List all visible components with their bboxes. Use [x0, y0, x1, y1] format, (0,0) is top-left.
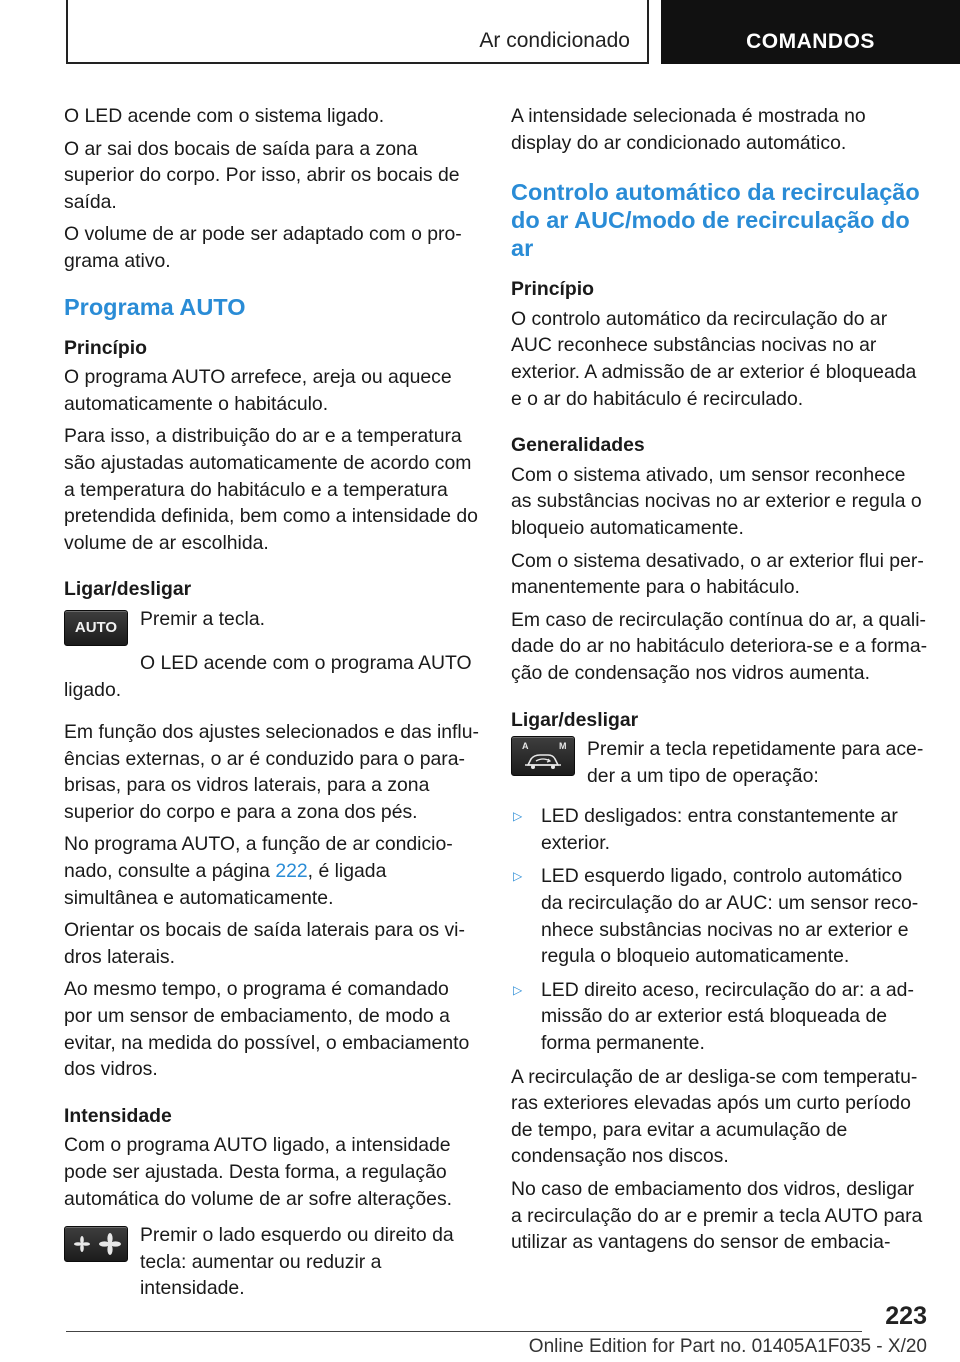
- paragraph: Com o programa AUTO ligado, a intensidade pode ser ajustada. Desta forma, a regulação automática do volume de ar sofre alterações.: [64, 1134, 453, 1210]
- heading-programa-auto: Programa AUTO: [64, 293, 246, 320]
- subheading-ligar-desligar: Ligar/desligar: [511, 708, 639, 731]
- recirculation-button-icon: [511, 736, 575, 776]
- paragraph: No caso de embaciamento dos vidros, desligar a recirculação do ar e premir a tecla AUTO para utilizar as vantagens do sensor de embacia-: [511, 1178, 923, 1254]
- recirculation-key-instruction: [511, 736, 929, 789]
- triangle-bullet-icon: ▷: [513, 869, 523, 884]
- instruction-text: Premir a tecla repetidamente para aceder a um tipo de operação:: [587, 738, 924, 787]
- footer-divider: [66, 1331, 862, 1332]
- paragraph: O ar sai dos bocais de saída para a zona superior do corpo. Por isso, abrir os bocais de saída.: [64, 137, 460, 213]
- triangle-bullet-icon: ▷: [513, 982, 523, 997]
- list-item: [511, 863, 929, 969]
- paragraph: Para isso, a distribuição do ar e a temperatura são ajustadas automaticamente de acordo com a temperatura do habitáculo e a temperatura pretendida definida, bem como a intensidade do volume de ar escolhida.: [64, 425, 478, 554]
- instruction-text: Premir o lado esquerdo ou direito da tecla: aumentar ou reduzir a intensidade.: [140, 1224, 454, 1300]
- fan-key-instruction: [64, 1222, 480, 1302]
- subheading-intensidade: Intensidade: [64, 1104, 172, 1127]
- subheading-generalidades: Generalidades: [511, 434, 645, 457]
- heading-auc: Controlo automático da recirculação do ar AUC/modo de recirculação do ar: [511, 179, 920, 262]
- paragraph: Com o sistema ativado, um sensor reconhece as substâncias nocivas no ar exterior e regula o bloqueio automaticamente.: [511, 463, 922, 539]
- subheading-principio: Princípio: [64, 336, 147, 359]
- text-span: No programa AUTO, a função de ar condicionado, consulte a página: [64, 833, 453, 883]
- triangle-bullet-icon: ▷: [513, 809, 523, 824]
- recirc-key-m: M: [559, 741, 567, 752]
- list-item-text: LED desligados: entra constantemente ar exterior.: [541, 805, 898, 854]
- list-item: [511, 977, 929, 1057]
- edition-note: Online Edition for Part no. 01405A1F035 - X/20: [528, 1336, 927, 1357]
- auto-key-instruction: [64, 606, 480, 652]
- page-link-222[interactable]: 222: [275, 860, 308, 883]
- subheading-ligar-desligar: Ligar/desligar: [64, 578, 192, 601]
- paragraph: Com o sistema desativado, o ar exterior flui permanentemente para o habitáculo.: [511, 549, 924, 599]
- instruction-text: Premir a tecla.: [140, 607, 265, 630]
- paragraph: O programa AUTO arrefece, areja ou aquece automaticamente o habitáculo.: [64, 366, 452, 415]
- right-column: [511, 103, 929, 1262]
- paragraph: O LED acende com o programa AUTO ligado.: [64, 651, 472, 701]
- paragraph: Orientar os bocais de saída laterais para os vidros laterais.: [64, 919, 465, 968]
- operation-mode-list: [511, 803, 929, 1056]
- paragraph: A intensidade selecionada é mostrada no display do ar condicionado automático.: [511, 105, 866, 154]
- paragraph: O controlo automático da recirculação do ar AUC reconhece substâncias nocivas no ar exterior. A admissão de ar exterior é bloqueada e o ar do habitáculo é recirculado.: [511, 307, 917, 410]
- page-number: 223: [885, 1302, 927, 1330]
- paragraph: O volume de ar pode ser adaptado com o programa ativo.: [64, 223, 462, 272]
- paragraph: Em função dos ajustes selecionados e das influências externas, o ar é conduzido para o para-brisas, para os vidros laterais, para a zona superior do corpo e para a zona dos pés.: [64, 721, 479, 823]
- chapter-tab[interactable]: COMANDOS: [661, 0, 960, 64]
- paragraph: Ao mesmo tempo, o programa é comandado por um sensor de embaciamento, de modo a evitar, na medida do possível, o embaciamento dos vidros.: [64, 978, 470, 1081]
- auto-button-icon: AUTO: [64, 610, 128, 646]
- section-title: Ar condicionado: [479, 29, 630, 52]
- subheading-principio: Princípio: [511, 278, 594, 301]
- list-item-text: LED direito aceso, recirculação do ar: a admissão do ar exterior está bloqueada de forma permanente.: [541, 978, 914, 1055]
- fan-speed-button-icon: [64, 1226, 128, 1262]
- recirc-key-a: A: [522, 741, 529, 752]
- paragraph: Em caso de recirculação contínua do ar, a qualidade do ar no habitáculo deteriora-se e a formação de condensação nos vidros aumenta.: [511, 608, 928, 684]
- page-header: [0, 0, 960, 66]
- paragraph: O LED acende com o sistema ligado.: [64, 105, 385, 127]
- text-span: , é ligada simultânea e automaticamente.: [64, 860, 387, 909]
- list-item: [511, 803, 929, 856]
- paragraph: A recirculação de ar desliga-se com temperaturas exteriores elevadas após um curto período de tempo, para evitar a acumulação de condensação nos discos.: [511, 1065, 918, 1168]
- paragraph: [64, 831, 480, 911]
- left-column: [64, 103, 480, 1308]
- list-item-text: LED esquerdo ligado, controlo automático da recirculação do ar AUC: um sensor reconhece substâncias nocivas no ar exterior e regula o bloqueio automaticamente.: [541, 865, 919, 968]
